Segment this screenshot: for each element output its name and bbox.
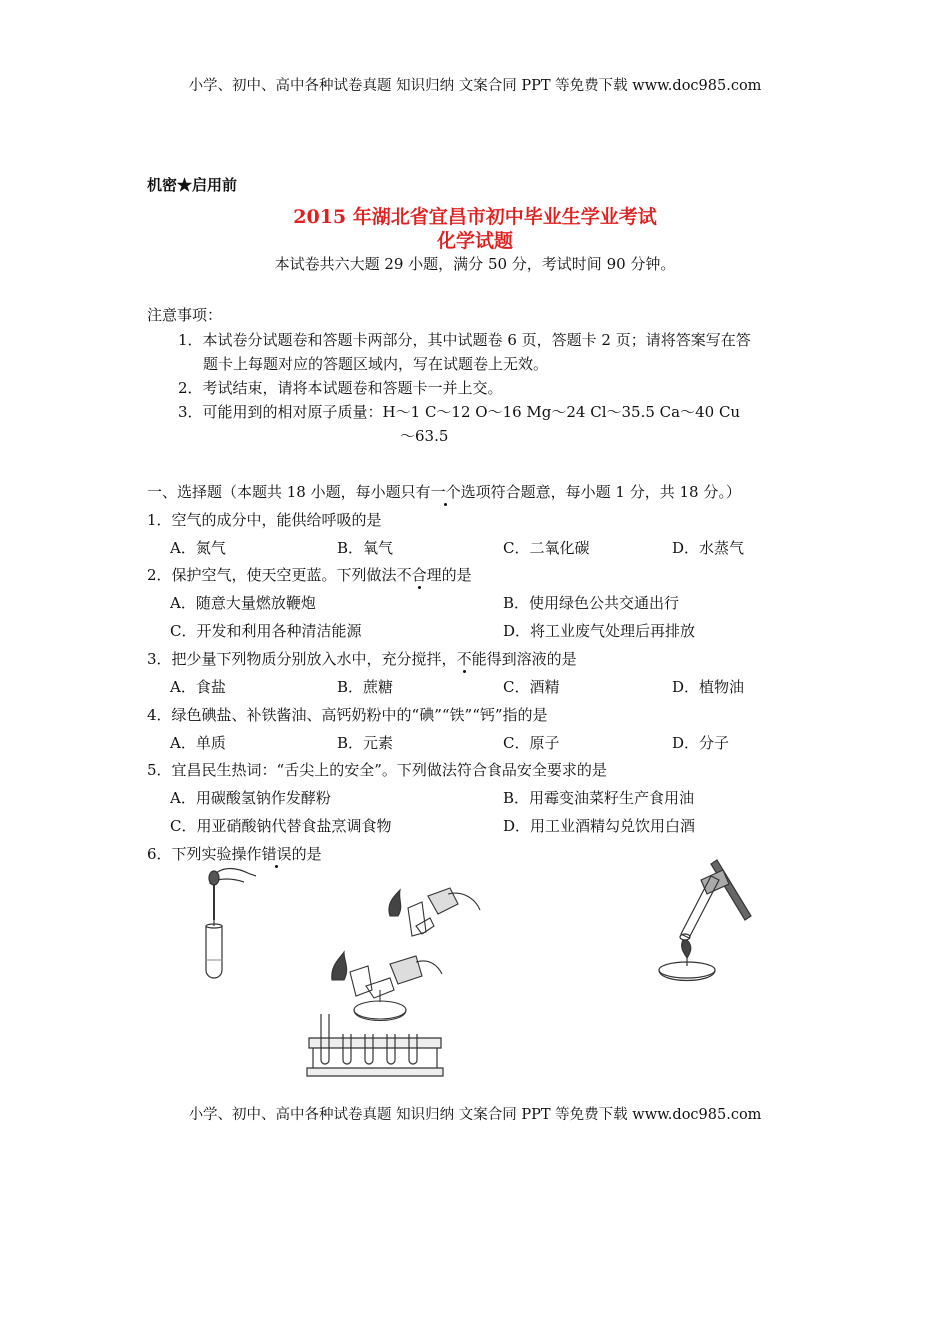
- question-stem-emph: 不合理: [396, 566, 442, 584]
- heating-test-tube-illustration: [645, 858, 760, 988]
- q1-option-d: D．水蒸气: [672, 539, 745, 557]
- section-heading-post: 选项符合题意，每小题 1 分，共 18 分。）: [460, 483, 741, 501]
- q5-option-c: C．用亚硝酸钠代替食盐烹调食物: [170, 817, 392, 835]
- question-stem-pre: 下列实验操作: [171, 845, 262, 863]
- question-6: [147, 843, 322, 864]
- note-1: [178, 329, 751, 350]
- q4-option-a: A．单质: [170, 734, 226, 752]
- question-number: 1．: [147, 511, 172, 529]
- question-stem-pre: 把少量下列物质分别放入水中，充分搅拌，: [171, 650, 457, 668]
- q5-option-b: B．用霉变油菜籽生产食用油: [503, 789, 695, 807]
- section-heading-pre: 一、选择题（本题共 18 小题，每小题只有: [147, 483, 431, 501]
- note-number: 3．: [178, 403, 203, 421]
- note-number: 1．: [178, 331, 203, 349]
- question-4: [147, 704, 548, 725]
- section-heading: [147, 481, 741, 502]
- q2-option-a: A．随意大量燃放鞭炮: [170, 594, 316, 612]
- note-text: 本试卷分试题卷和答题卡两部分，其中试题卷 6 页，答题卡 2 页；请将答案写在答: [202, 331, 751, 349]
- secret-label: 机密★启用前: [147, 176, 238, 194]
- question-number: 6．: [147, 845, 172, 863]
- question-number: 5．: [147, 761, 172, 779]
- question-number: 2．: [147, 566, 172, 584]
- question-5: [147, 759, 607, 780]
- q1-option-a: A．氮气: [170, 539, 226, 557]
- question-1: [147, 509, 382, 530]
- note-text: 考试结束，请将本试题卷和答题卡一并上交。: [202, 379, 503, 397]
- q4-option-b: B．元素: [337, 734, 394, 752]
- question-stem: 绿色碘盐、补铁酱油、高钙奶粉中的“碘”“铁”“钙”指的是: [171, 706, 548, 724]
- question-stem: 宜昌民生热词：“舌尖上的安全”。下列做法符合食品安全要求的是: [171, 761, 607, 779]
- exam-info: 本试卷共六大题 29 小题，满分 50 分，考试时间 90 分钟。: [274, 255, 676, 273]
- question-stem-emph: 错误: [261, 845, 292, 863]
- exam-title: 2015 年湖北省宜昌市初中毕业生学业考试: [293, 206, 657, 228]
- note-1-cont: 题卡上每题对应的答题区域内，写在试题卷上无效。: [203, 355, 549, 373]
- exam-subtitle: 化学试题: [436, 230, 513, 252]
- q5-option-a: A．用碳酸氢钠作发酵粉: [170, 789, 331, 807]
- q1-option-b: B．氧气: [337, 539, 394, 557]
- page-footer: 小学、初中、高中各种试卷真题 知识归纳 文案合同 PPT 等免费下载 www.doc985.com: [188, 1107, 762, 1123]
- q3-option-d: D．植物油: [672, 678, 745, 696]
- note-number: 2．: [178, 379, 203, 397]
- q3-option-a: A．食盐: [170, 678, 226, 696]
- question-number: 4．: [147, 706, 172, 724]
- question-stem-post: 的是: [291, 845, 322, 863]
- notes-heading: 注意事项：: [147, 306, 223, 324]
- question-stem-post: 能得到溶液的是: [471, 650, 577, 668]
- q4-option-d: D．分子: [672, 734, 730, 752]
- page-header: 小学、初中、高中各种试卷真题 知识归纳 文案合同 PPT 等免费下载 www.doc985.com: [188, 78, 762, 94]
- question-3: [147, 648, 577, 669]
- question-stem-post: 的是: [441, 566, 472, 584]
- question-2: [147, 564, 472, 585]
- dropper-test-tube-illustration: [190, 862, 260, 982]
- q1-option-c: C．二氧化碳: [503, 539, 590, 557]
- question-stem-pre: 保护空气，使天空更蓝。下列做法: [171, 566, 397, 584]
- q2-option-b: B．使用绿色公共交通出行: [503, 594, 680, 612]
- note-text: 可能用到的相对原子质量：H～1 C～12 O～16 Mg～24 Cl～35.5 Ca～40 Cu: [202, 403, 741, 421]
- q3-option-c: C．酒精: [503, 678, 560, 696]
- question-stem: 空气的成分中，能供给呼吸的是: [171, 511, 382, 529]
- note-3: [178, 401, 740, 422]
- q4-option-c: C．原子: [503, 734, 560, 752]
- q5-option-d: D．用工业酒精勾兑饮用白酒: [503, 817, 696, 835]
- q3-option-b: B．蔗糖: [337, 678, 394, 696]
- section-heading-emph: 一个: [430, 483, 461, 501]
- q2-option-d: D．将工业废气处理后再排放: [503, 622, 696, 640]
- note-2: [178, 377, 503, 398]
- test-tube-rack-illustration: [305, 1010, 445, 1080]
- note-3-cont: ～63.5: [400, 427, 449, 445]
- question-stem-emph: 不: [456, 650, 472, 668]
- question-number: 3．: [147, 650, 172, 668]
- q2-option-c: C．开发和利用各种清洁能源: [170, 622, 362, 640]
